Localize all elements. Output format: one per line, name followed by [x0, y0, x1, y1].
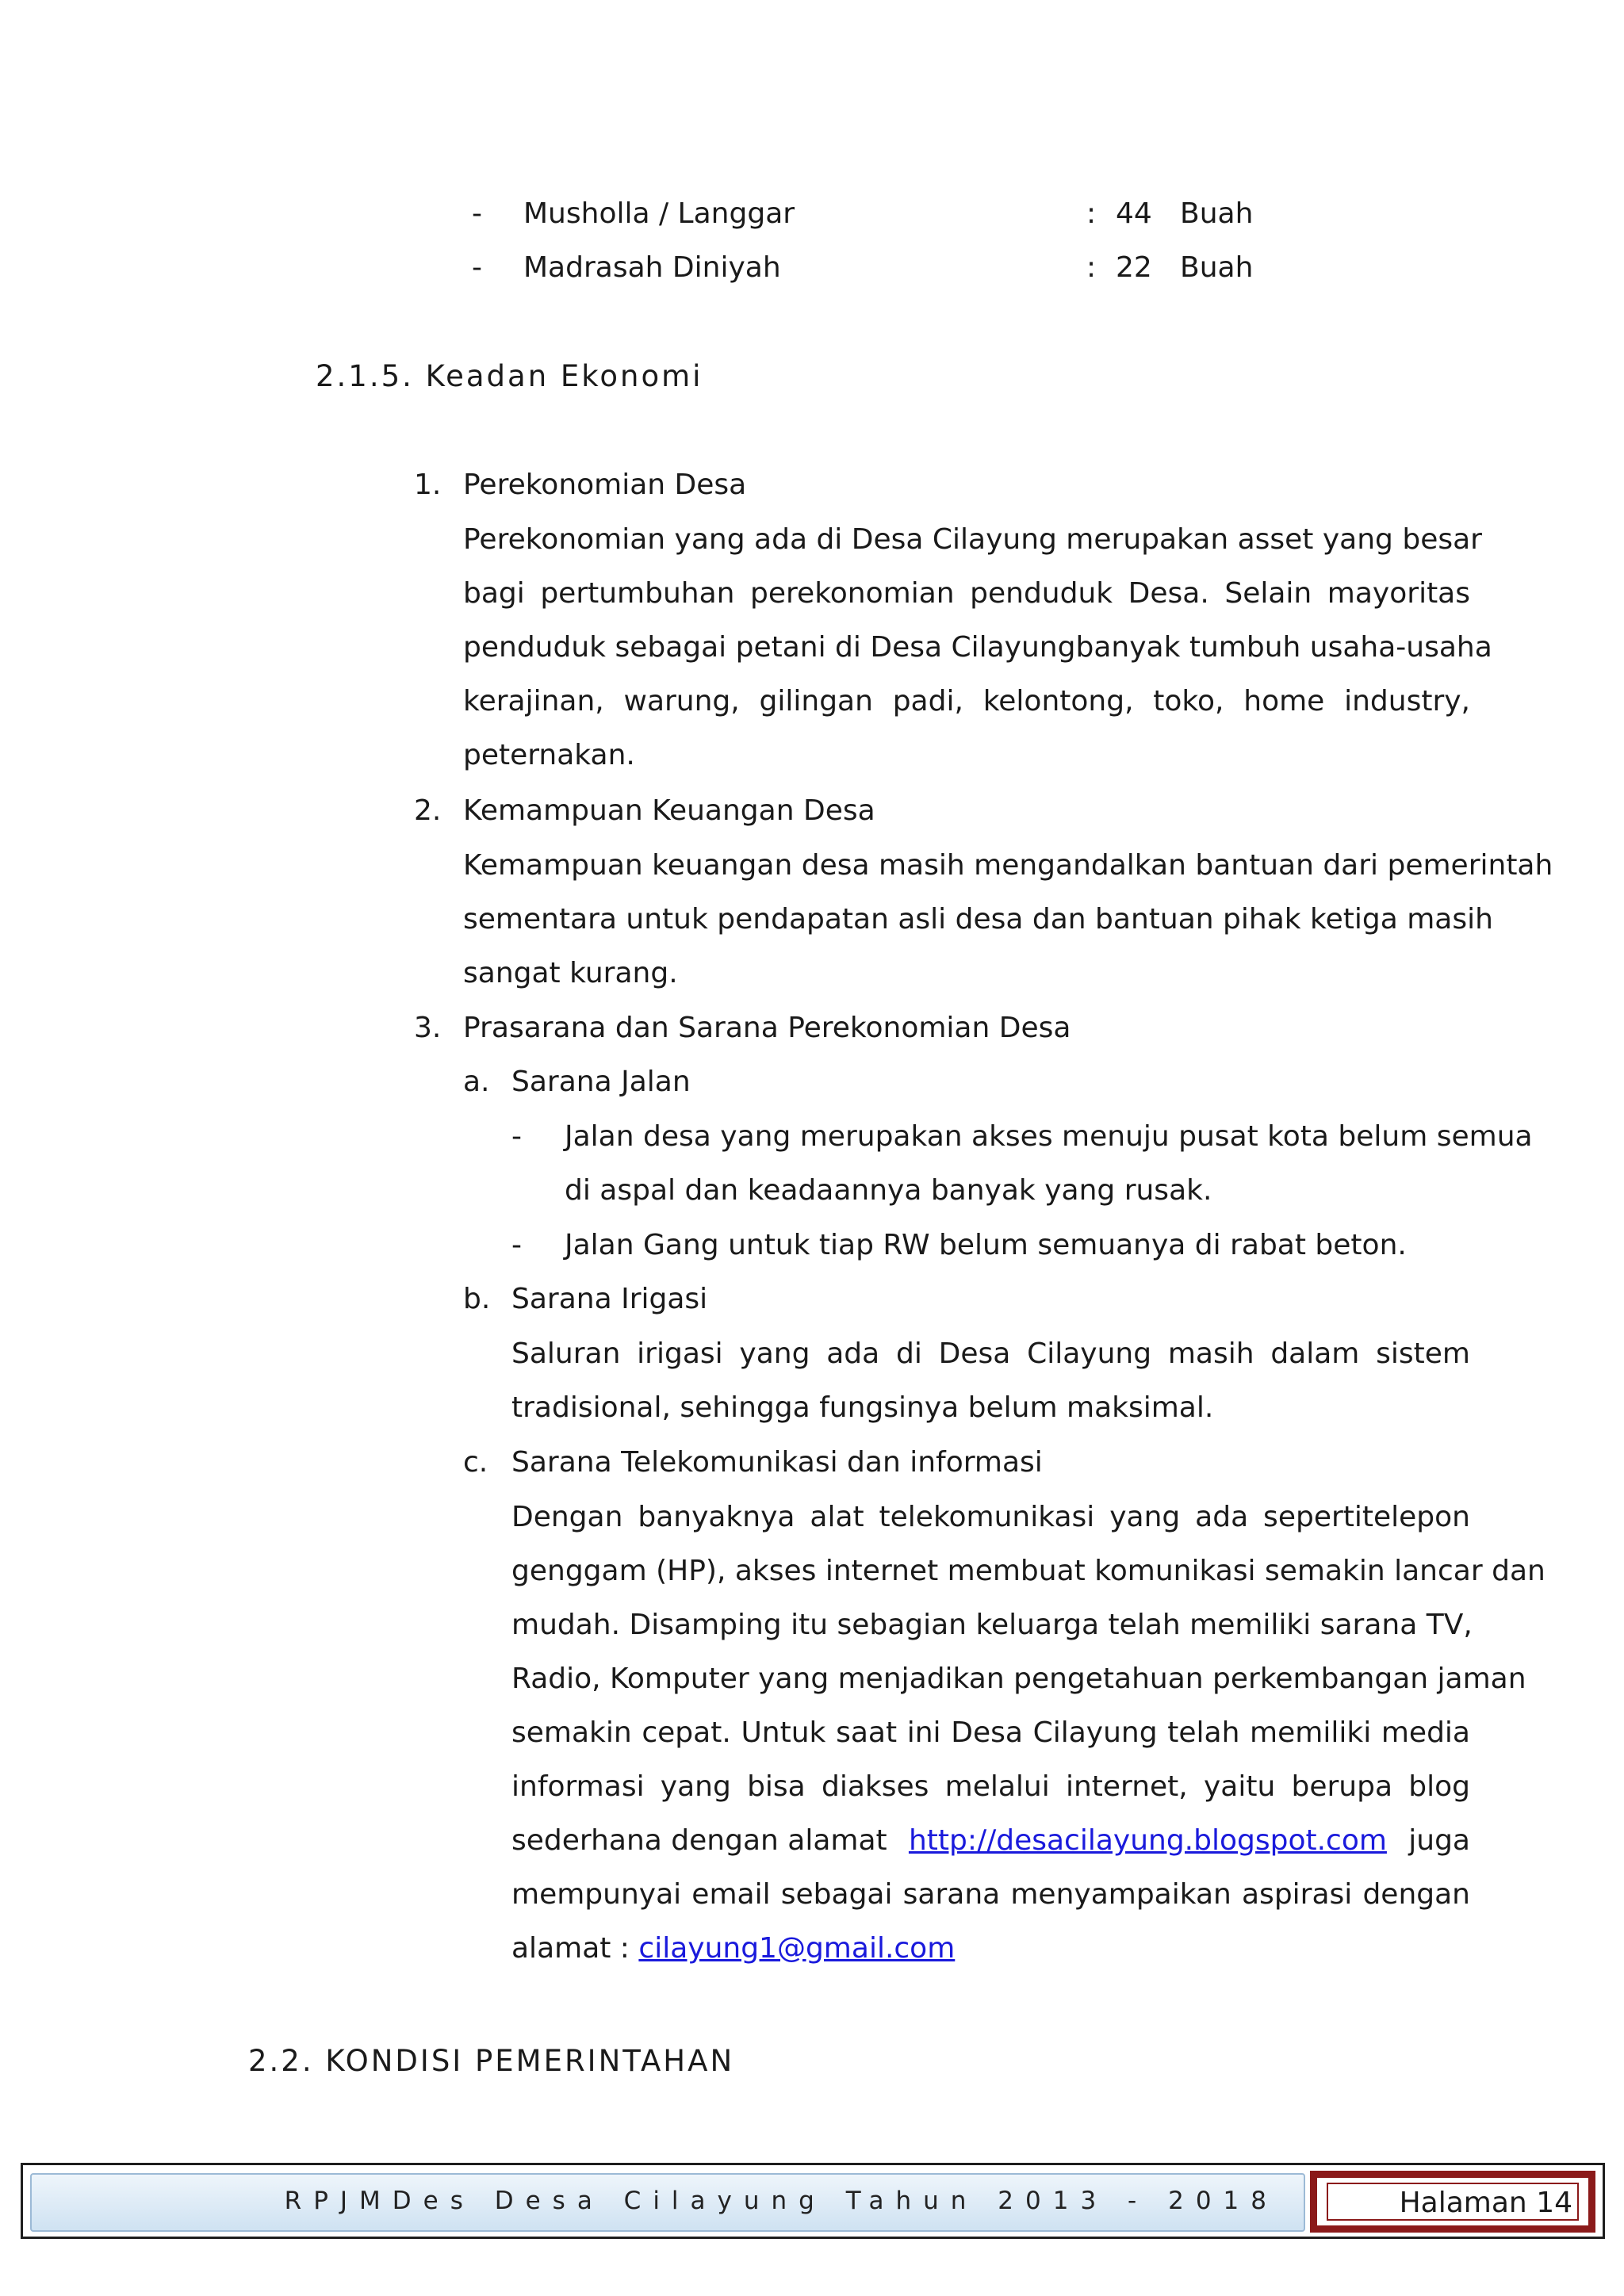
sublist-title: Sarana Irigasi	[511, 1283, 708, 1315]
paragraph-line: Radio, Komputer yang menjadikan pengetahuan perkembangan jaman	[511, 1663, 1526, 1695]
sublist-title: Sarana Jalan	[511, 1066, 691, 1098]
page-number-box	[1310, 2171, 1595, 2233]
facility-row	[472, 241, 482, 295]
footer-title: RPJMDes Desa Cilayung Tahun 2013 - 2018	[284, 2187, 1278, 2215]
paragraph-line: sangat kurang.	[463, 957, 678, 989]
paragraph-line: Kemampuan keuangan desa masih mengandalkan bantuan dari pemerintah	[463, 849, 1553, 882]
facility-colon: :	[1086, 197, 1097, 230]
paragraph-line: peternakan.	[463, 739, 635, 771]
section-number: 2.2.	[248, 2044, 314, 2078]
bullet-dash: -	[511, 1120, 522, 1153]
facility-unit: Buah	[1180, 197, 1254, 230]
text: alamat :	[511, 1932, 630, 1965]
facility-name: Madrasah Diniyah	[523, 251, 781, 284]
paragraph-telekomunikasi	[511, 1490, 1545, 1976]
facility-count: 22	[1116, 251, 1152, 284]
email-link[interactable]: cilayung1@gmail.com	[638, 1932, 956, 1965]
paragraph-line: informasi yang bisa diakses melalui internet, yaitu berupa blog	[511, 1770, 1470, 1803]
bullet-text: di aspal dan keadaannya banyak yang rusak.	[565, 1174, 1212, 1207]
text: sederhana dengan alamat	[511, 1824, 887, 1857]
dash: -	[472, 251, 482, 284]
facility-count: 44	[1116, 197, 1152, 230]
paragraph-line: genggam (HP), akses internet membuat komunikasi semakin lancar dan	[511, 1555, 1545, 1587]
paragraph-line: mempunyai email sebagai sarana menyampaikan aspirasi dengan	[511, 1878, 1470, 1911]
facility-name: Musholla / Langgar	[523, 197, 795, 230]
paragraph-line: mudah. Disamping itu sebagian keluarga telah memiliki sarana TV,	[511, 1609, 1473, 1641]
text: juga	[1408, 1824, 1470, 1857]
paragraph-line: semakin cepat. Untuk saat ini Desa Cilayung telah memiliki media	[511, 1716, 1470, 1749]
section-heading-22	[248, 2034, 734, 2088]
bullet-text: Jalan desa yang merupakan akses menuju pusat kota belum semua	[565, 1120, 1533, 1153]
sublist-title: Sarana Telekomunikasi dan informasi	[511, 1446, 1043, 1479]
facility-unit: Buah	[1180, 251, 1254, 284]
paragraph-line: Dengan banyaknya alat telekomunikasi yang ada sepertitelepon	[511, 1501, 1470, 1533]
list-title: Prasarana dan Sarana Perekonomian Desa	[463, 1012, 1071, 1044]
bullet-text: Jalan Gang untuk tiap RW belum semuanya di rabat beton.	[565, 1229, 1407, 1261]
paragraph-line: sementara untuk pendapatan asli desa dan bantuan pihak ketiga masih	[463, 903, 1493, 936]
list-title: Kemampuan Keuangan Desa	[463, 794, 875, 827]
section-title: KONDISI PEMERINTAHAN	[325, 2044, 735, 2078]
sublist-letter: b.	[463, 1283, 491, 1315]
paragraph-line: penduduk sebagai petani di Desa Cilayungbanyak tumbuh usaha-usaha	[463, 631, 1492, 664]
sublist-letter: c.	[463, 1446, 488, 1479]
paragraph-line: Perekonomian yang ada di Desa Cilayung merupakan asset yang besar	[463, 523, 1482, 556]
paragraph-line-email	[511, 1922, 1470, 1976]
facility-row	[472, 187, 482, 241]
paragraph-line: Saluran irigasi yang ada di Desa Cilayung masih dalam sistem	[511, 1337, 1470, 1370]
facility-colon: :	[1086, 251, 1097, 284]
blog-link[interactable]: http://desacilayung.blogspot.com	[908, 1824, 1387, 1857]
dash: -	[472, 197, 482, 230]
section-heading-215	[316, 350, 703, 404]
list-number: 1.	[414, 469, 442, 501]
paragraph-irigasi	[511, 1327, 1470, 1435]
sublist-letter: a.	[463, 1066, 490, 1098]
paragraph-perekonomian	[463, 513, 1492, 783]
section-number: 2.1.5.	[316, 359, 414, 393]
paragraph-line: bagi pertumbuhan perekonomian penduduk Desa. Selain mayoritas	[463, 577, 1470, 610]
page-number: Halaman 14	[1327, 2183, 1579, 2221]
footer-band	[30, 2173, 1305, 2232]
list-title: Perekonomian Desa	[463, 469, 747, 501]
list-number: 3.	[414, 1012, 442, 1044]
section-title: Keadan Ekonomi	[425, 359, 703, 393]
paragraph-line-url	[511, 1814, 1470, 1868]
list-number: 2.	[414, 794, 442, 827]
paragraph-line: kerajinan, warung, gilingan padi, kelontong, toko, home industry,	[463, 685, 1470, 718]
bullet-dash: -	[511, 1229, 522, 1261]
paragraph-keuangan	[463, 839, 1553, 1001]
paragraph-line: tradisional, sehingga fungsinya belum maksimal.	[511, 1391, 1214, 1424]
